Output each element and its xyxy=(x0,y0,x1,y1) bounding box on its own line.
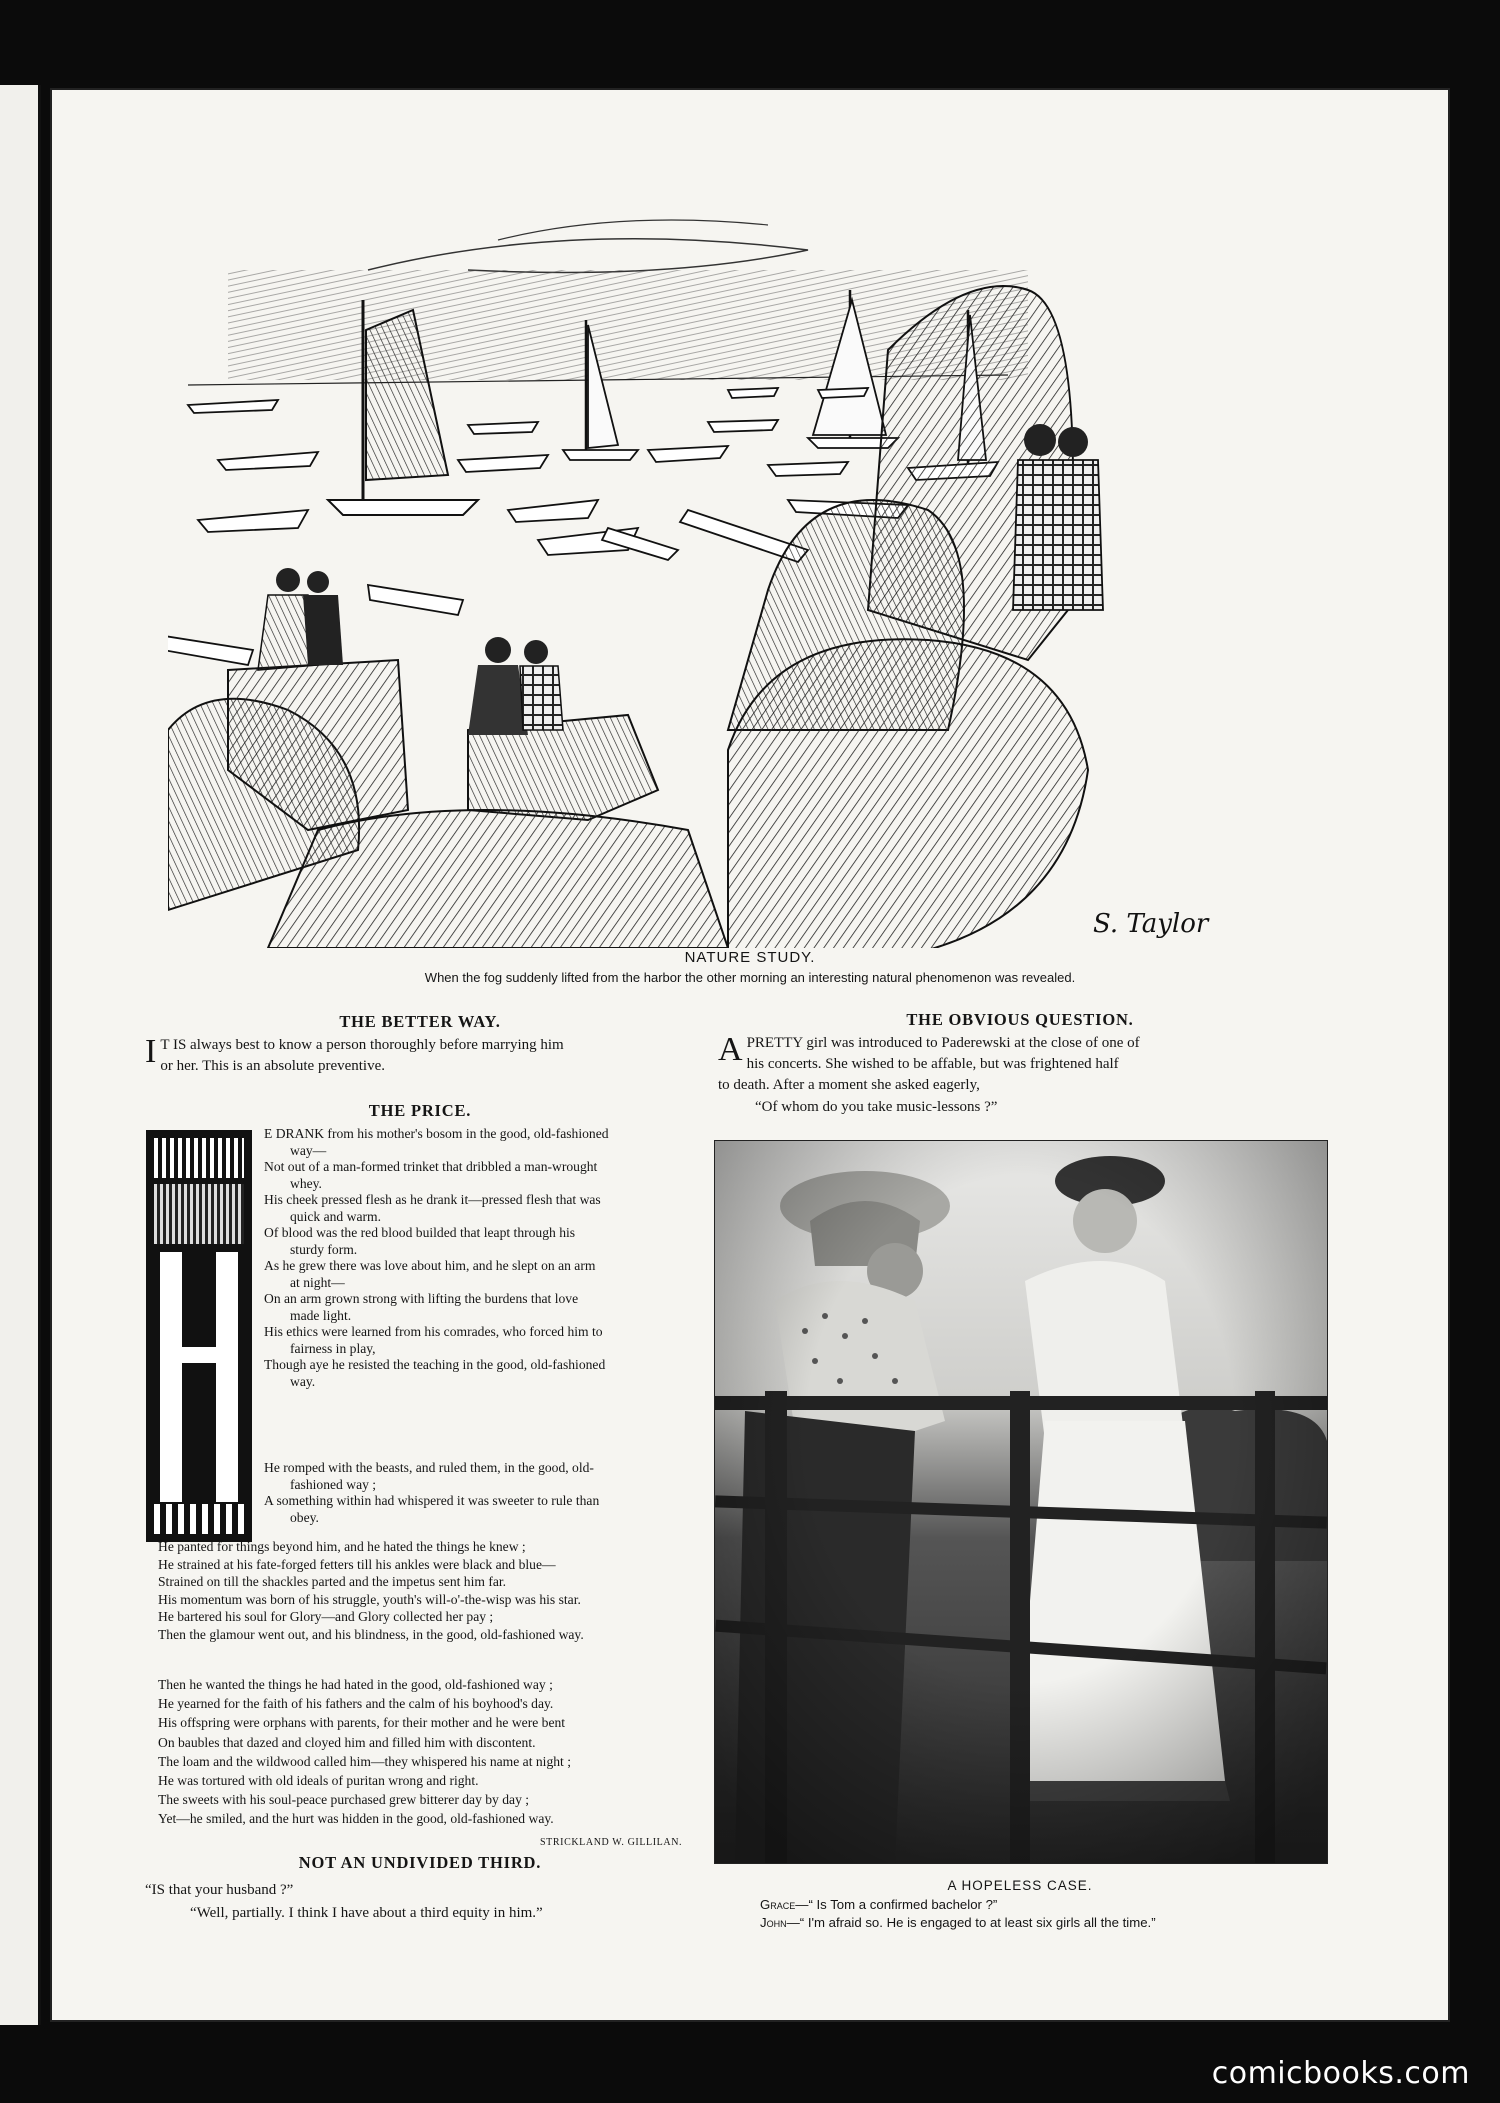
poem-line: He bartered his soul for Glory—and Glory collected her pay ; xyxy=(158,1609,494,1624)
poem-line: His momentum was born of his struggle, youth's will-o'-the-wisp was his star. xyxy=(158,1591,581,1607)
poem-line: way— xyxy=(290,1142,327,1158)
obvious-line-3: to death. After a moment she asked eagerly, xyxy=(718,1077,980,1093)
poem-line: He romped with the beasts, and ruled them, in the good, old- xyxy=(264,1460,594,1475)
obvious-line-2: his concerts. She wished to be affable, but was frightened half xyxy=(746,1056,1119,1072)
illustration-caption-text: When the fog suddenly lifted from the harbor the other morning an interesting natural phenomenon was revealed. xyxy=(424,970,1076,985)
poem-line: His offspring were orphans with parents, for their mother and he were bent xyxy=(158,1715,566,1731)
poem-line: way. xyxy=(290,1373,316,1389)
poem-line: at night— xyxy=(290,1274,345,1290)
hopeless-case-photo xyxy=(714,1140,1328,1864)
poem-line: His ethics were learned from his comrades, who forced him to xyxy=(264,1324,603,1339)
obvious-title: THE OBVIOUS QUESTION. xyxy=(906,1010,1134,1029)
poem-line: Yet—he smiled, and the hurt was hidden in the good, old-fashioned way. xyxy=(158,1811,554,1827)
obvious-line-4: “Of whom do you take music-lessons ?” xyxy=(755,1099,998,1115)
obvious-text xyxy=(718,1033,1278,1075)
hopeless-john-line xyxy=(760,1915,1156,1930)
hopeless-grace-line xyxy=(760,1897,997,1912)
poem-line: fairness in play, xyxy=(290,1340,376,1356)
poem-line: On an arm grown strong with lifting the burdens that love xyxy=(264,1291,579,1306)
john-dialogue: —“ I'm afraid so. He is engaged to at least six girls all the time.” xyxy=(786,1915,1156,1930)
poem-line: He strained at his fate-forged fetters till his ankles were black and blue— xyxy=(158,1556,556,1572)
poem-line: The sweets with his soul-peace purchased grew bitterer day by day ; xyxy=(158,1792,530,1808)
obvious-line-1: PRETTY girl was introduced to Paderewski at the close of one of xyxy=(746,1035,1140,1051)
better-way-dropcap: I xyxy=(145,1033,157,1070)
poem-line: A something within had whispered it was sweeter to rule than xyxy=(264,1493,600,1508)
poem-line: As he grew there was love about him, and he slept on an arm xyxy=(264,1258,596,1273)
poem-line: Then he wanted the things he had hated in the good, old-fashioned way ; xyxy=(158,1677,553,1692)
poem-line: Though aye he resisted the teaching in the good, old-fashioned xyxy=(264,1357,606,1372)
grace-dialogue: —“ Is Tom a confirmed bachelor ?” xyxy=(795,1897,998,1912)
poem-line: Strained on till the shackles parted and the impetus sent him far. xyxy=(158,1574,507,1589)
undivided-title: NOT AN UNDIVIDED THIRD. xyxy=(298,1853,542,1872)
poem-line: He was tortured with old ideals of puritan wrong and right. xyxy=(158,1773,479,1788)
price-author: STRICKLAND W. GILLILAN. xyxy=(540,1837,683,1848)
poem-line: made light. xyxy=(290,1307,352,1323)
poem-line: Not out of a man-formed trinket that dribbled a man-wrought xyxy=(264,1159,598,1174)
poem-line: sturdy form. xyxy=(290,1241,358,1257)
previous-page-edge xyxy=(0,85,41,2025)
watermark: comicbooks.com xyxy=(1211,2056,1470,2091)
speaker-grace: Grace xyxy=(760,1897,796,1912)
poem-line: On baubles that dazed and cloyed him and filled him with discontent. xyxy=(158,1734,536,1750)
artist-signature: S. Taylor xyxy=(1093,909,1209,939)
better-way-line-1: T IS always best to know a person thoroughly before marrying him xyxy=(160,1037,564,1053)
decorative-initial xyxy=(146,1130,252,1542)
poem-line: E DRANK from his mother's bosom in the good, old-fashioned xyxy=(264,1126,609,1141)
price-title: THE PRICE. xyxy=(368,1101,472,1120)
poem-line: fashioned way ; xyxy=(290,1476,377,1492)
undivided-line-1: “IS that your husband ?” xyxy=(145,1882,294,1898)
couple-on-rock-left xyxy=(258,568,343,670)
poem-line: whey. xyxy=(290,1175,322,1191)
poem-line: Then the glamour went out, and his blindness, in the good, old-fashioned way. xyxy=(158,1626,584,1642)
hopeless-case-title: A HOPELESS CASE. xyxy=(947,1878,1093,1893)
poem-line: He yearned for the faith of his fathers and the calm of his boyhood's day. xyxy=(158,1696,554,1712)
poem-line: His cheek pressed flesh as he drank it—pressed flesh that was xyxy=(264,1192,601,1207)
speaker-john: John xyxy=(760,1915,787,1930)
poem-line: He panted for things beyond him, and he hated the things he knew ; xyxy=(158,1539,526,1554)
better-way-text xyxy=(145,1035,705,1077)
illustration-caption-title: NATURE STUDY. xyxy=(684,949,816,966)
obvious-dropcap: A xyxy=(718,1031,743,1068)
couple-on-rock-center xyxy=(468,637,563,735)
poem-line: Of blood was the red blood builded that leapt through his xyxy=(264,1225,576,1240)
better-way-title: THE BETTER WAY. xyxy=(339,1012,501,1031)
poem-line: quick and warm. xyxy=(290,1208,381,1224)
better-way-line-2: or her. This is an absolute preventive. xyxy=(160,1058,385,1074)
nature-study-illustration xyxy=(168,210,1263,948)
poem-line: The loam and the wildwood called him—they whispered his name at night ; xyxy=(158,1753,572,1769)
poem-line: obey. xyxy=(290,1509,319,1525)
undivided-line-2: “Well, partially. I think I have about a third equity in him.” xyxy=(190,1905,543,1921)
